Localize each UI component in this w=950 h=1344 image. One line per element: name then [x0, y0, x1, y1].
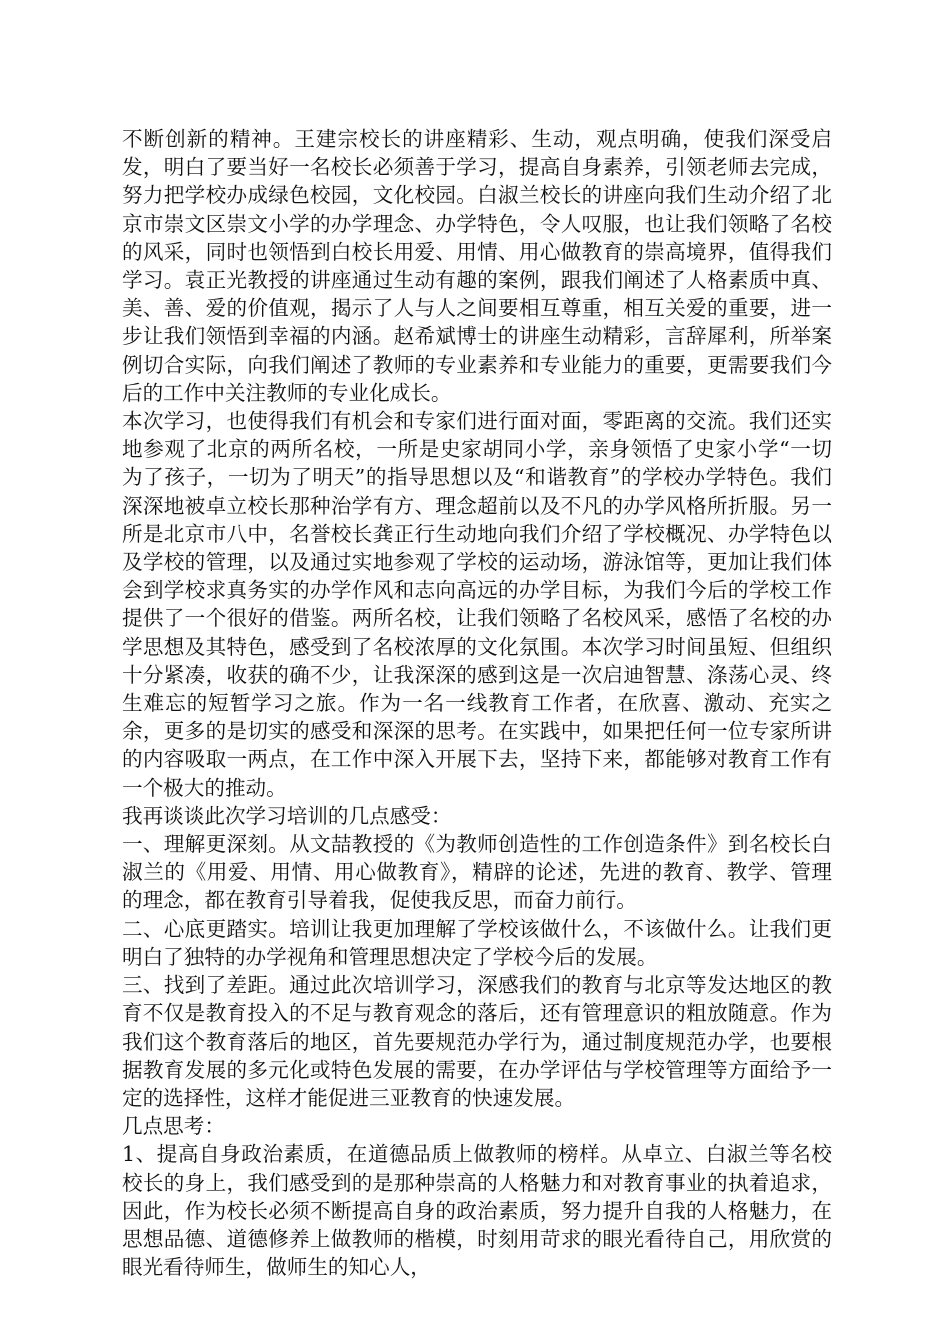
paragraph-school-visits: 本次学习，也使得我们有机会和专家们进行面对面，零距离的交流。我们还实地参观了北京的两所名校，一所是史家胡同小学，亲身领悟了史家小学“一切为了孩子，一切为了明天”的指导思想以及“和谐教育”的学校办学特色。我们深深地被卓立校长那种治学有方、理念超前以及不凡的办学风格所折服。另一所是北京市八中，名誉校长龚正行生动地向我们介绍了学校概况、办学特色以及学校的管理，以及通过实地参观了学校的运动场，游泳馆等，更加让我们体会到学校求真务实的办学作风和志向高远的办学目标，为我们今后的学校工作提供了一个很好的借鉴。两所名校，让我们领略了名校风采，感悟了名校的办学思想及其特色，感受到了名校浓厚的文化氛围。本次学习时间虽短、但组织十分紧凑，收获的确不少，让我深深的感到这是一次启迪智慧、涤荡心灵、终生难忘的短暂学习之旅。作为一名一线教育工作者，在欣喜、激动、充实之余，更多的是切实的感受和深深的思考。在实践中，如果把任何一位专家所讲的内容吸取一两点，在工作中深入开展下去，坚持下来，都能够对教育工作有一个极大的推动。: [122, 409, 832, 800]
paragraph-thoughts-heading: 几点思考：: [122, 1114, 225, 1139]
paragraph-feeling-one: 一、理解更深刻。从文喆教授的《为教师创造性的工作创造条件》到名校长白淑兰的《用爱、用情、用心做教育》，精辟的论述，先进的教育、教学、管理的理念，都在教育引导着我，促使我反思，而奋力前行。: [122, 832, 832, 913]
document-body: [122, 125, 832, 1281]
paragraph-feelings-intro: 我再谈谈此次学习培训的几点感受：: [122, 803, 452, 828]
paragraph-thought-one: 1、提高自身政治素质，在道德品质上做教师的榜样。从卓立、白淑兰等名校校长的身上，我们感受到的是那种崇高的人格魅力和对教育事业的执着追求，因此，作为校长必须不断提高自身的政治素质，努力提升自我的人格魅力，在思想品德、道德修养上做教师的楷模，时刻用苛求的眼光看待自己，用欣赏的眼光看待师生，做师生的知心人，: [122, 1142, 832, 1280]
paragraph-feeling-two: 二、心底更踏实。培训让我更加理解了学校该做什么，不该做什么。让我们更明白了独特的办学视角和管理思想决定了学校今后的发展。: [122, 916, 832, 969]
paragraph-feeling-three: 三、找到了差距。通过此次培训学习，深感我们的教育与北京等发达地区的教育不仅是教育投入的不足与教育观念的落后，还有管理意识的粗放随意。作为我们这个教育落后的地区，首先要规范办学行为，通过制度规范办学，也要根据教育发展的多元化或特色发展的需要，在办学评估与学校管理等方面给予一定的选择性，这样才能促进三亚教育的快速发展。: [122, 973, 832, 1110]
paragraph-lecture-summary: 不断创新的精神。王建宗校长的讲座精彩、生动，观点明确，使我们深受启发，明白了要当好一名校长必须善于学习，提高自身素养，引领老师去完成，努力把学校办成绿色校园，文化校园。白淑兰校长的讲座向我们生动介绍了北京市崇文区崇文小学的办学理念、办学特色，令人叹服，也让我们领略了名校的风采，同时也领悟到白校长用爱、用情、用心做教育的崇高境界，值得我们学习。袁正光教授的讲座通过生动有趣的案例，跟我们阐述了人格素质中真、美、善、爱的价值观，揭示了人与人之间要相互尊重，相互关爱的重要，进一步让我们领悟到幸福的内涵。赵希斌博士的讲座生动精彩，言辞犀利，所举案例切合实际，向我们阐述了教师的专业素养和专业能力的重要，更需要我们今后的工作中关注教师的专业化成长。: [122, 127, 832, 405]
